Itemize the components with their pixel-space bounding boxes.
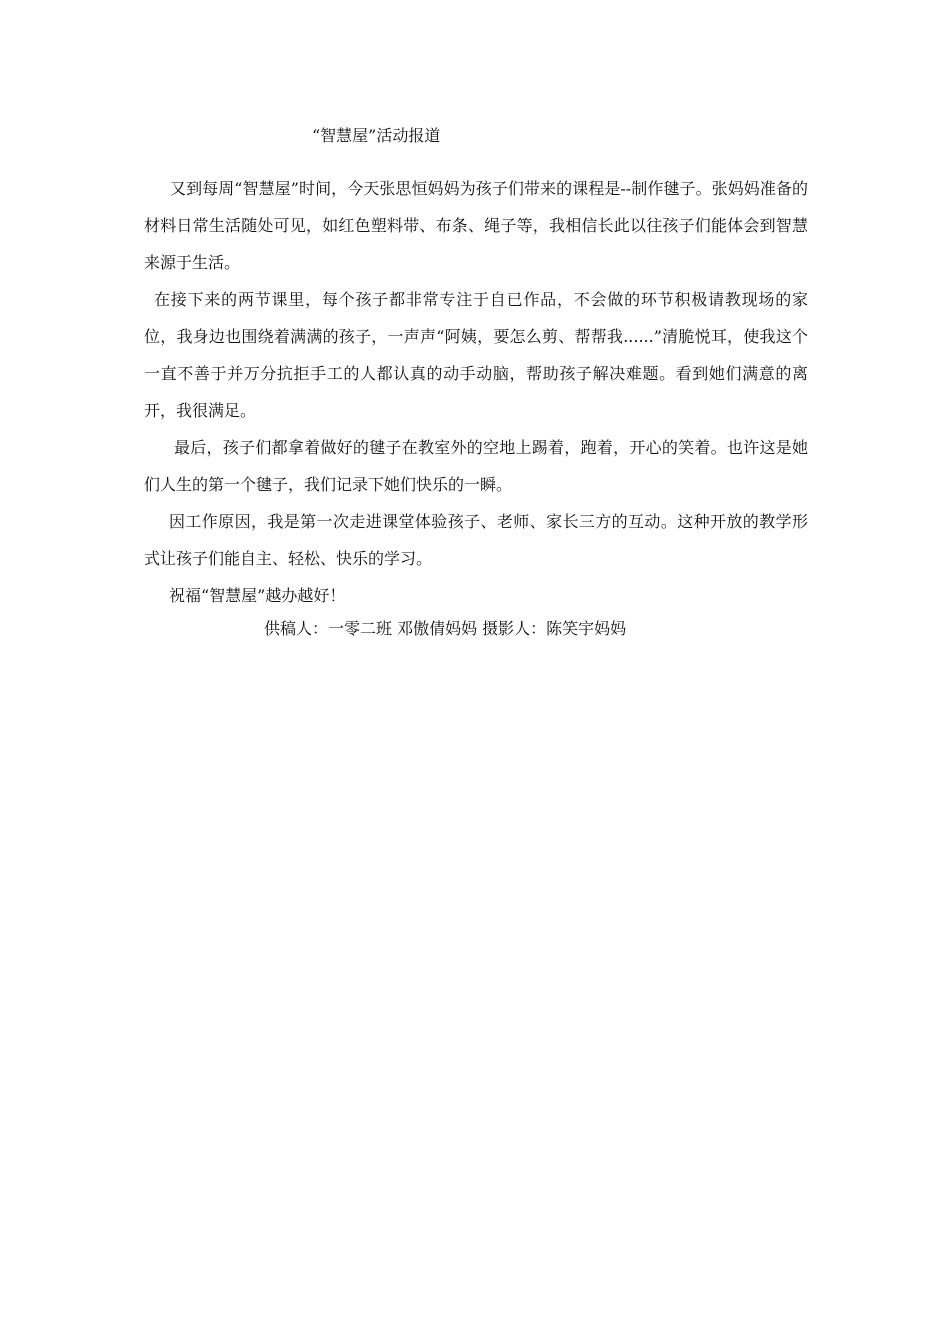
document-title: “智慧屋”活动报道	[312, 126, 441, 145]
document-body	[144, 170, 808, 644]
paragraph-reflection: 因工作原因，我是第一次走进课堂体验孩子、老师、家长三方的互动。这种开放的教学形式让孩子们能自主、轻松、快乐的学习。	[144, 512, 808, 568]
paragraph-ending: 最后，孩子们都拿着做好的毽子在教室外的空地上踢着，跑着，开心的笑着。也许这是她们人生的第一个毽子，我们记录下她们快乐的一瞬。	[144, 438, 808, 494]
credits-line: 供稿人：一零二班 邓傲倩妈妈 摄影人：陈笑宇妈妈	[264, 619, 627, 638]
paragraph-class-activity: 在接下来的两节课里，每个孩子都非常专注于自已作品，不会做的环节积极请教现场的家位，我身边也围绕着满满的孩子，一声声“阿姨，要怎么剪、帮帮我......”清脆悦耳，使我这个一直不善于并万分抗拒手工的人都认真的动手动脑，帮助孩子解决难题。看到她们满意的离开，我很满足。	[144, 290, 808, 420]
paragraph-wishes: 祝福“智慧屋”越办越好！	[169, 586, 346, 605]
paragraph-intro: 又到每周“智慧屋”时间，今天张思恒妈妈为孩子们带来的课程是--制作毽子。张妈妈准备的材料日常生活随处可见，如红色塑料带、布条、绳子等，我相信长此以往孩子们能体会到智慧来源于生活。	[144, 179, 808, 272]
